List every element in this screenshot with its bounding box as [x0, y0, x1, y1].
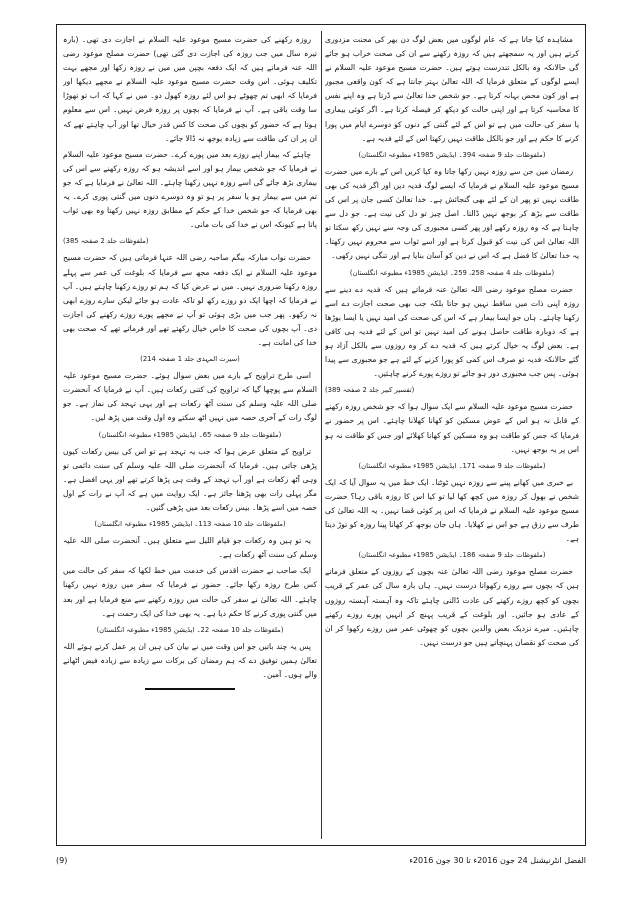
citation: (سیرت المہدی جلد 1 صفحہ 214) — [140, 355, 240, 364]
paragraph: حضرت نواب مبارکہ بیگم صاحبہ رضی اللہ عنہا فرماتی ہیں کہ حضرت مسیح موعود علیہ السلام نے ایک دفعہ مجھ سے فرمایا کہ بلوغت کی عمر سے پہلے روزہ رکھنا ضروری نہیں۔ میں نے عرض کیا کہ ہم تو روزے رکھنا چاہتے ہیں۔ آپ نے فرمایا کہ اچھا ایک دو روزے رکھ لو تاکہ عادت ہو جائے لیکن سارے روزے ابھی نہ رکھو۔ پھر جب میں بڑی ہوئی تو آپ نے مجھے پورے روزے رکھنے کی اجازت دی۔ آپ بچوں کی صحت کا خاص خیال رکھتے تھے اور فرماتے تھے کہ صحت بھی خدا کی امانت ہے۔ — [63, 253, 317, 347]
page-number: (9) — [56, 856, 68, 865]
end-rule — [145, 688, 235, 690]
paragraph: یہ تو ہیں وہ رکعات جو قیام اللیل سے متعلق ہیں۔ آنحضرت صلی اللہ علیہ وسلم کی سنت آٹھ رکعات ہے۔ — [63, 536, 317, 560]
paragraph: حضرت مسیح موعود علیہ السلام سے ایک سوال ہوا کہ جو شخص روزہ رکھنے کے قابل نہ ہو اس کے عوض مسکین کو کھانا کھلانا چاہئے۔ اس پر حضور نے فرمایا کہ جس کو طاقت ہو وہ مسکین کو کھانا کھلائے اور جس کو طاقت نہ ہو اس پر یہ بوجھ نہیں۔ — [325, 402, 579, 454]
paragraph: تراویح کے متعلق عرض ہوا کہ جب یہ تہجد ہے تو اس کی بیس رکعات کیوں پڑھی جاتی ہیں۔ فرمایا کہ آنحضرت صلی اللہ علیہ وسلم کی سنت دائمی تو وہی آٹھ رکعات ہے اور آپ تہجد کے وقت ہی پڑھا کرتے تھے اور یہی افضل ہے۔ مگر پہلی رات بھی پڑھنا جائز ہے۔ ایک روایت میں ہے کہ آپ نے رات کے اول حصہ میں اسے پڑھا۔ بیس رکعات بعد میں پڑھی گئیں۔ — [63, 446, 317, 512]
citation: (ملفوظات جلد 4 صفحہ 258، 259۔ ایڈیشن 1985ء مطبوعہ انگلستان) — [349, 268, 555, 277]
citation: (ملفوظات جلد 9 صفحہ 65۔ ایڈیشن 1985ء مطبوعہ انگلستان) — [98, 430, 282, 439]
newspaper-page — [56, 24, 586, 846]
text-column-right — [325, 33, 579, 837]
paragraph: پس یہ چند باتیں جو اس وقت میں نے بیان کی ہیں ان پر عمل کرتے ہوئے اللہ تعالیٰ ہمیں توفیق دے کہ ہم رمضان کی برکات سے زیادہ سے زیادہ فیض اٹھانے والے ہوں۔ آمین۔ — [63, 641, 317, 680]
paragraph: روزہ رکھنے کی حضرت مسیح موعود علیہ السلام نے اجازت دی تھی۔ (بارہ تیرہ سال میں جب روزہ کی اجازت دی گئی تھی) حضرت مصلح موعود رضی اللہ عنہ فرماتے ہیں کہ ایک دفعہ بچپن میں میں نے روزہ رکھا اور مجھے بہت تکلیف ہوئی۔ اس وقت حضرت مسیح موعود علیہ السلام نے مجھے دیکھا اور فرمایا کہ ابھی تم چھوٹے ہو اس لئے روزہ کھول دو۔ میں نے کہا کہ اب تو تھوڑا سا وقت باقی ہے۔ آپ نے فرمایا کہ بچوں پر روزہ فرض نہیں۔ اس سے معلوم ہوتا ہے کہ حضور کو بچوں کی صحت کا کس قدر خیال تھا اور آپ چاہتے تھے کہ ان پر ان کی طاقت سے زیادہ بوجھ نہ ڈالا جائے۔ — [63, 35, 317, 143]
citation: (ملفوظات جلد 9 صفحہ 171۔ ایڈیشن 1985ء مطبوعہ انگلستان) — [358, 461, 546, 470]
paragraph: حضرت مصلح موعود رضی اللہ تعالیٰ عنہ فرماتے ہیں کہ فدیہ دے دینے سے روزہ اپنی ذات میں ساقط نہیں ہو جاتا بلکہ جب بھی صحت اجازت دے اسے رکھنا چاہئے۔ ہاں جو ایسا بیمار ہے کہ اس کی صحت کی امید نہیں یا ایسا بوڑھا ہے کہ دوبارہ طاقت حاصل ہونے کی امید نہیں تو اس کے لئے فدیہ ہی کافی ہے۔ بعض لوگ یہ خیال کرتے ہیں کہ فدیہ دے کر وہ روزوں سے بالکل آزاد ہو گئے حالانکہ فدیہ تو صرف اس کمی کو پورا کرنے کے لئے ہے جو مجبوری سے پیدا ہوئی۔ پس جب مجبوری دور ہو جائے تو روزے پورے کرنے چاہئیں۔ — [325, 284, 579, 379]
page-footer — [56, 856, 586, 874]
citation: (تفسیر کبیر جلد 2 صفحہ 389) — [325, 386, 415, 395]
text-column-left — [63, 33, 317, 837]
paragraph: رمضان میں جن سے روزہ نہیں رکھا جاتا وہ کیا کریں اس کے بارے میں حضرت مسیح موعود علیہ السلام نے فرمایا کہ ایسے لوگ فدیہ دیں اور اگر فدیہ کی بھی طاقت نہیں تو پھر ان کے لئے بھی گنجائش ہے۔ خدا تعالیٰ کسی جان پر اس کی طاقت سے بڑھ کر بوجھ نہیں ڈالتا۔ اصل چیز تو دل کی نیت ہے۔ جو دل سے چاہتا ہے کہ وہ روزہ رکھے اور پھر کسی مجبوری کی وجہ سے نہیں رکھ سکتا تو اللہ تعالیٰ اس کی نیت کو قبول کرتا ہے اور اسے ثواب سے محروم نہیں رکھتا۔ یہ خدا تعالیٰ کا فضل ہے کہ اس نے دین کو آسان بنایا ہے اور تنگی نہیں رکھی۔ — [325, 166, 579, 261]
citation: (ملفوظات جلد 10 صفحہ 113۔ ایڈیشن 1985ء مطبوعہ انگلستان) — [94, 520, 286, 529]
citation: (ملفوظات جلد 2 صفحہ 385) — [63, 237, 149, 246]
paragraph: ایک صاحب نے حضرت اقدس کی خدمت میں خط لکھا کہ سفر کی حالت میں کس طرح روزہ رکھا جائے۔ حضور نے فرمایا کہ سفر میں روزہ نہیں رکھنا چاہئے۔ اللہ تعالیٰ نے سفر کی حالت میں روزہ رکھنے سے منع فرمایا ہے اور بعد میں گنتی پوری کرنے کا حکم دیا ہے۔ یہ بھی خدا کی ایک رحمت ہے۔ — [63, 566, 317, 618]
paragraph: اسی طرح تراویح کے بارے میں بعض سوال ہوئے۔ حضرت مسیح موعود علیہ السلام سے پوچھا گیا کہ تراویح کی کتنی رکعات ہیں۔ آپ نے فرمایا کہ آنحضرت صلی اللہ علیہ وسلم کی سنت آٹھ رکعات ہے اور یہی تہجد کی نماز ہے۔ جو لوگ رات کے آخری حصہ میں نہیں اٹھ سکتے وہ اول وقت میں پڑھ لیں۔ — [63, 371, 317, 423]
citation: (ملفوظات جلد 9 صفحہ 394۔ ایڈیشن 1985ء مطبوعہ انگلستان) — [358, 150, 546, 159]
paragraph: حضرت مصلح موعود رضی اللہ تعالیٰ عنہ بچوں کے روزوں کے متعلق فرماتے ہیں کہ بچوں سے روزے رکھوانا درست نہیں۔ ہاں بارہ سال کی عمر کے قریب بچوں کو کچھ روزے رکھنے کی عادت ڈالنی چاہئے تاکہ وہ آہستہ آہستہ روزوں کے عادی ہو جائیں۔ اور بلوغت کے قریب پہنچ کر انہیں پورے روزے رکھنے چاہئیں۔ میرے نزدیک بعض والدین بچوں کو چھوٹی عمر میں روزے رکھوا کر ان کی صحت کو نقصان پہنچاتے ہیں جو درست نہیں۔ — [325, 567, 579, 647]
citation: (ملفوظات جلد 9 صفحہ 186۔ ایڈیشن 1985ء مطبوعہ انگلستان) — [358, 551, 546, 560]
paragraph: مشاہدہ کیا جاتا ہے کہ عام لوگوں میں بعض لوگ دن بھر کی محنت مزدوری کرتے ہیں اور یہ سمجھتے ہیں کہ روزہ رکھنے سے ان کی صحت خراب ہو جائے گی حالانکہ وہ بالکل تندرست ہوتے ہیں۔ حضرت مسیح موعود علیہ السلام نے ایسے لوگوں کے متعلق فرمایا کہ اللہ تعالیٰ بہتر جانتا ہے کہ کون واقعی مجبور ہے اور کون محض بہانہ کرتا ہے۔ جو شخص خدا تعالیٰ سے ڈرتا ہے وہ اپنے نفس کا محاسبہ کرتا ہے اور اپنی حالت کو دیکھ کر فیصلہ کرتا ہے۔ اگر کوئی بیماری یا سفر کی حالت میں ہے تو اس کے لئے گنتی کے دنوں کو دوسرے ایام میں پورا کرنے کا حکم ہے اور جو بالکل طاقت نہیں رکھتا اس کے لئے فدیہ ہے۔ — [325, 35, 579, 143]
citation: (ملفوظات جلد 10 صفحہ 22۔ ایڈیشن 1985ء مطبوعہ انگلستان) — [96, 625, 284, 634]
paragraph: چاہئے کہ بیمار اپنے روزے بعد میں پورے کرے۔ حضرت مسیح موعود علیہ السلام نے فرمایا کہ جو شخص بیمار ہو اور اسے اندیشہ ہو کہ روزہ رکھنے سے اس کی بیماری بڑھ جائے گی اسے روزہ نہیں رکھنا چاہئے۔ اللہ تعالیٰ نے فرمایا ہے کہ جو تم میں سے بیمار ہو یا سفر پر ہو تو وہ دوسرے دنوں میں گنتی پوری کرے۔ یہ بھی فرمایا کہ جو شخص خدا کے حکم کے مطابق روزہ نہیں رکھتا وہ بھی ثواب پاتا ہے کیونکہ اس نے خدا کی بات مانی۔ — [63, 149, 317, 230]
publication-line: الفضل انٹرنیشنل 24 جون 2016ء تا 30 جون 2016ء — [409, 856, 586, 865]
column-divider — [321, 31, 322, 839]
paragraph: بے خبری میں کھانے پینے سے روزہ نہیں ٹوٹتا۔ ایک خط میں یہ سوال آیا کہ ایک شخص نے بھول کر روزہ میں کچھ کھا لیا تو کیا اس کا روزہ باقی رہا؟ حضرت مسیح موعود علیہ السلام نے فرمایا کہ اس پر کوئی قضا نہیں۔ یہ اللہ تعالیٰ کی طرف سے رزق ہے جو اس نے کھلایا۔ ہاں جان بوجھ کر کھانا پینا روزہ کو توڑ دیتا ہے۔ — [325, 477, 579, 544]
